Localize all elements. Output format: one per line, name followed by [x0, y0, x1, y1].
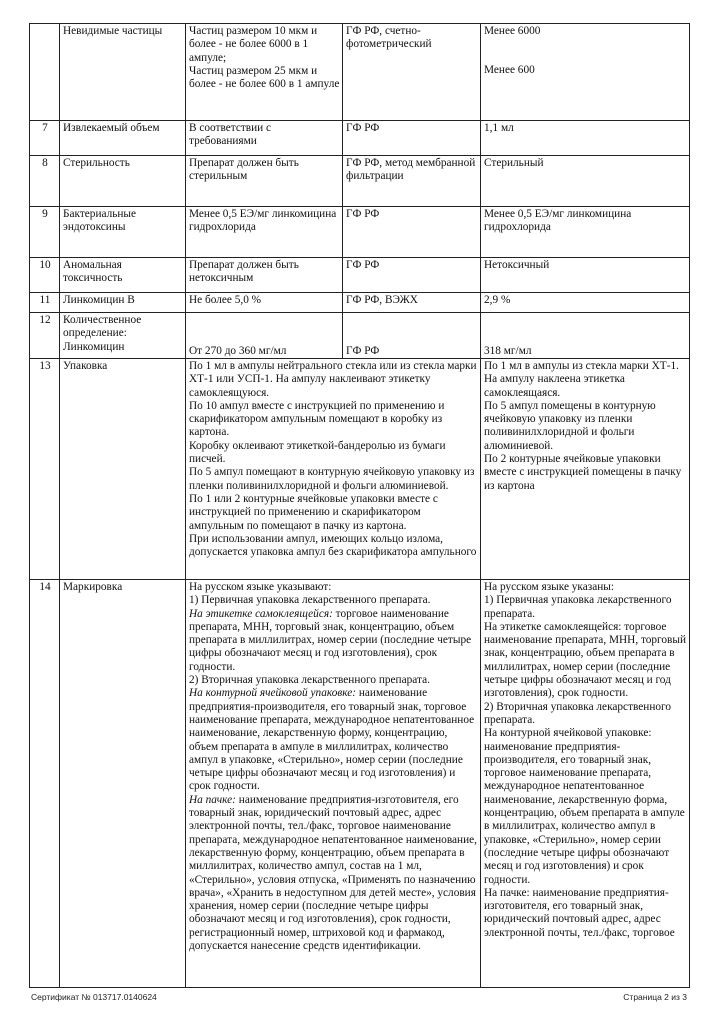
requirement-cell: Препарат должен быть стерильным: [186, 156, 343, 207]
italic-label: На контурной ячейковой упаковке:: [189, 687, 357, 700]
row-number: [30, 24, 60, 121]
result-line: Менее 6000: [484, 25, 541, 37]
row-number: 9: [30, 207, 60, 258]
row-number: 7: [30, 121, 60, 156]
italic-label: На этикетке самоклеящейся:: [189, 607, 333, 620]
page-number: Страница 2 из 3: [623, 992, 687, 1002]
row-number: 14: [30, 580, 60, 988]
requirement-cell: От 270 до 360 мг/мл: [186, 313, 343, 359]
method-cell: ГФ РФ: [343, 258, 481, 293]
table-row: [30, 313, 690, 359]
result-cell: 2,9 %: [481, 293, 690, 313]
parameter-cell: Стерильность: [60, 156, 186, 207]
requirement-cell: На русском языке указывают: 1) Первичная упаковка лекарственного препарата. На этикетке самоклеящейся: торговое наименование препарата, МНН, торговый знак, концентрацию, объем препарата в миллилитрах, номер серии (последние четыре цифры обозначают месяц и год изготовления), срок годности. 2) Вторичная упаковка лекарственного препарата. На контурной ячейковой упаковке: наименование предприятия-производителя, его товарный знак, торговое наименование препарата, международное непатентованное наименование, лекарственную форму, концентрацию, объем препарата в ампуле в миллилитрах, количество ампул в упаковке, «Стерильно», номер серии (последние четыре цифры обозначают месяц и год изготовления) и срок годности. На пачке: наименование предприятия-изготовителя, его товарный знак, юридический почтовый адрес, адрес электронной почты, тел./факс, торговое наименование препарата, международное непатентованное наименование, лекарственную форму, концентрацию, объем препарата в миллилитрах, количество ампул, состав на 1 мл, «Стерильно», условия отпуска, «Применять по назначению врача», «Хранить в недоступном для детей месте», условия хранения, номер серии (последние четыре цифры обозначают месяц и год изготовления), срок годности, регистрационный номер, штриховой код и фармакод, допускается нанесение средств идентификации.: [186, 580, 481, 988]
table-row: [30, 258, 690, 293]
result-cell: [481, 24, 690, 121]
table-row: [30, 293, 690, 313]
table-row: [30, 207, 690, 258]
parameter-cell: Аномальная токсичность: [60, 258, 186, 293]
result-cell: 318 мг/мл: [481, 313, 690, 359]
parameter-cell: Невидимые частицы: [60, 24, 186, 121]
method-cell: ГФ РФ: [343, 121, 481, 156]
result-cell: На русском языке указаны: 1) Первичная упаковка лекарственного препарата. На этикетке самоклеящейся: торговое наименование препарата, МНН, торговый знак, концентрацию, объем препарата в миллилитрах, номер серии (последние четыре цифры обозначают месяц и год изготовления), срок годности. 2) Вторичная упаковка лекарственного препарата. На контурной ячейковой упаковке: наименование предприятия-производителя, его товарный знак, торговое наименование препарата, международное непатентованное наименование, лекарственную форма, концентрацию, объем препарата в ампуле в миллилитрах, количество ампул в упаковке, «Стерильно», номер серии (последние четыре цифры обозначают месяц и год изготовления) и срок годности. На пачке: наименование предприятия-изготовителя, его товарный знак, юридический почтовый адрес, адрес электронной почты, тел./факс, торговое: [481, 580, 690, 988]
table-row: [30, 24, 690, 121]
table-row: [30, 359, 690, 580]
italic-label: На пачке:: [189, 793, 236, 806]
requirement-cell: Препарат должен быть нетоксичным: [186, 258, 343, 293]
result-cell: 1,1 мл: [481, 121, 690, 156]
method-cell: ГФ РФ, метод мембранной фильтрации: [343, 156, 481, 207]
method-cell: ГФ РФ, счетно-фотометрический: [343, 24, 481, 121]
result-cell: Стерильный: [481, 156, 690, 207]
method-cell: ГФ РФ, ВЭЖХ: [343, 293, 481, 313]
quality-spec-table: [29, 23, 690, 988]
table-row: [30, 156, 690, 207]
parameter-cell: Количественное определение: Линкомицин: [60, 313, 186, 359]
requirement-cell: В соответствии с требованиями: [186, 121, 343, 156]
method-cell: ГФ РФ: [343, 313, 481, 359]
table-row: [30, 121, 690, 156]
parameter-cell: Упаковка: [60, 359, 186, 580]
row-number: 11: [30, 293, 60, 313]
requirement-cell: Менее 0,5 ЕЭ/мг линкомицина гидрохлорида: [186, 207, 343, 258]
result-cell: Нетоксичный: [481, 258, 690, 293]
parameter-cell: Извлекаемый объем: [60, 121, 186, 156]
requirement-cell: Не более 5,0 %: [186, 293, 343, 313]
requirement-cell: По 1 мл в ампулы нейтрального стекла или из стекла марки ХТ-1 или УСП-1. На ампулу наклеивают этикетку самоклеящуюся. По 10 ампул вместе с инструкцией по применению и скарификатором ампульным помещают в коробку из картона. Коробку оклеивают этикеткой-бандеролью из бумаги писчей. По 5 ампул помещают в контурную ячейковую упаковку из пленки поливинилхлоридной и фольги алюминиевой. По 1 или 2 контурные ячейковые упаковки вместе с инструкцией по применению и скарификатором ампульным по помещают в пачку из картона. При использовании ампул, имеющих кольцо излома, допускается упаковка ампул без скарификатора ампульного: [186, 359, 481, 580]
table-row: [30, 580, 690, 988]
row-number: 10: [30, 258, 60, 293]
method-cell: ГФ РФ: [343, 207, 481, 258]
certificate-number: Сертификат № 013717.0140624: [31, 992, 157, 1002]
result-line: Менее 600: [484, 64, 535, 77]
result-cell: По 1 мл в ампулы из стекла марки ХТ-1. На ампулу наклеена этикетка самоклеящаяся. По 5 ампул помещены в контурную ячейковую упаковку из пленки поливинилхлоридной и фольги алюминиевой. По 2 контурные ячейковые упаковки вместе с инструкцией помещены в пачку из картона: [481, 359, 690, 580]
requirement-cell: Частиц размером 10 мкм и более - не более 6000 в 1 ампуле; Частиц размером 25 мкм и более - не более 600 в 1 ампуле: [186, 24, 343, 121]
row-number: 13: [30, 359, 60, 580]
row-number: 8: [30, 156, 60, 207]
parameter-cell: Маркировка: [60, 580, 186, 988]
row-number: 12: [30, 313, 60, 359]
parameter-cell: Линкомицин В: [60, 293, 186, 313]
result-cell: Менее 0,5 ЕЭ/мг линкомицина гидрохлорида: [481, 207, 690, 258]
parameter-cell: Бактериальные эндотоксины: [60, 207, 186, 258]
